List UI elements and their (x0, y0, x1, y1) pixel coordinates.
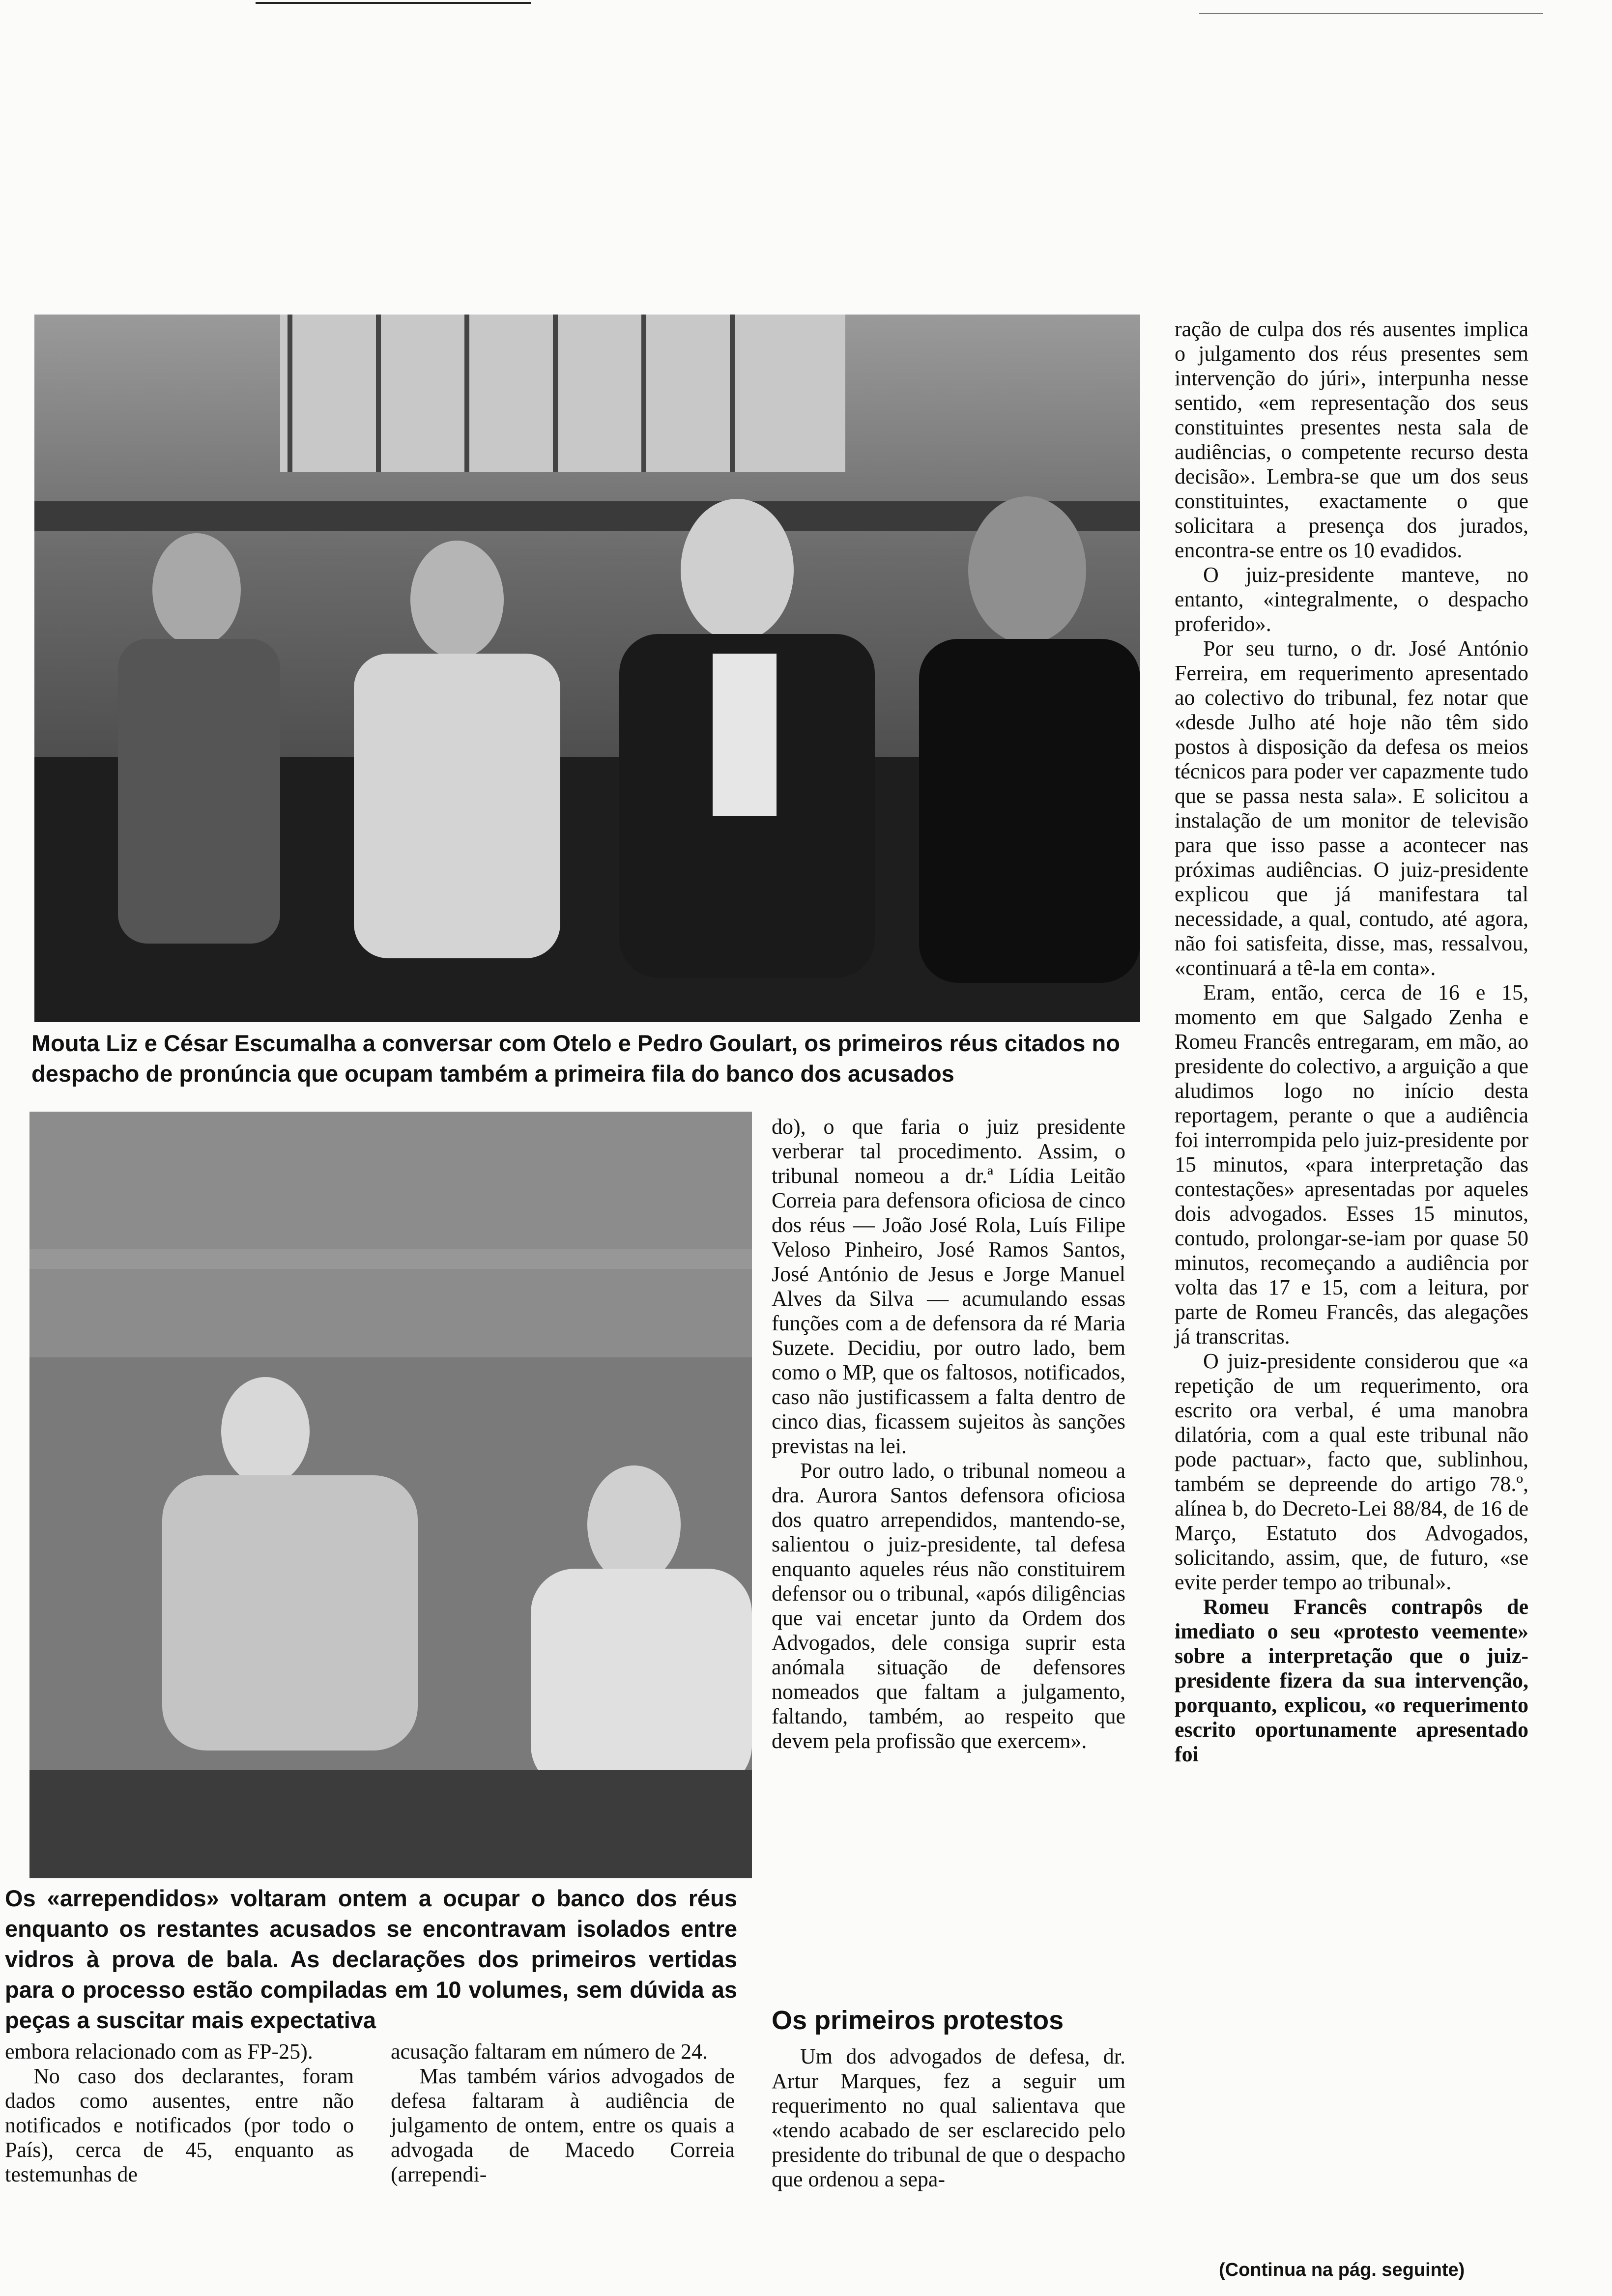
paragraph: embora relacionado com as FP-25). (5, 2039, 313, 2064)
paragraph: Eram, então, cerca de 16 e 15, momento em que Salgado Zenha e Romeu Francês entregaram, em mão, ao presidente do colectivo, a arguição a que aludimos logo no início desta reportagem, perante o que a audiência foi interrompida pelo juiz-presidente por 15 minutos, «para interpretação das contestações» apresentadas por aqueles dois advogados. Esses 15 minutos, contudo, prolongar-se-iam por quase 50 minutos, recomeçando a audiência por volta das 17 e 15, com a leitura, por parte de Romeu Francês, das alegações já transcritas. (1175, 980, 1528, 1349)
paragraph: Mas também vários advogados de defesa faltaram à audiência de julgamento de ontem, entre os quais a advogada de Macedo Correia (arrependi- (391, 2064, 735, 2186)
paragraph: Um dos advogados de defesa, dr. Artur Marques, fez a seguir um requerimento no qual salientava que «tendo acabado de ser esclarecido pelo presidente do tribunal de que o despacho que ordenou a sepa- (772, 2044, 1125, 2191)
article-col3 (772, 1115, 1125, 1753)
courtroom-photo (34, 315, 1140, 1022)
subheading: Os primeiros protestos (772, 2006, 1064, 2035)
paragraph: Romeu Francês contrapôs de imediato o seu «protesto veemente» sobre a interpretação que o juiz-presidente fizera da sua intervenção, porquanto, explicou, «o requerimento escrito oportunamente apresentado foi (1175, 1595, 1528, 1766)
article-col2 (391, 2039, 735, 2187)
arrependidos-photo (29, 1112, 752, 1878)
paragraph: Por outro lado, o tribunal nomeou a dra. Aurora Santos defensora oficiosa dos quatro arrependidos, mantendo-se, salientou o juiz-presidente, tal defesa enquanto aqueles réus não constituirem defensor ou o tribunal, «após diligências que vai encetar junto da Ordem dos Advogados, dele consiga suprir esta anómala situação de defensores nomeados que faltam a julgamento, faltando, também, ao respeito que devem pela profissão que exercem». (772, 1459, 1125, 1753)
top-rule-right (1199, 13, 1543, 14)
paragraph: Por seu turno, o dr. José António Ferreira, em requerimento apresentado ao colectivo do tribunal, fez notar que «desde Julho até hoje não têm sido postos à disposição da defesa os meios técnicos para poder ver capazmente tudo que se passa nesta sala». E solicitou a instalação de um monitor de televisão para que isso passe a acontecer nas próximas audiências. O juiz-presidente explicou que já manifestara tal necessidade, a qual, contudo, até agora, não foi satisfeita, disse, mas, ressalvou, «continuará a tê-la em conta». (1175, 636, 1528, 980)
top-rule (256, 2, 531, 4)
article-col4 (1175, 317, 1528, 1767)
paragraph: ração de culpa dos rés ausentes implica o julgamento dos réus presentes sem intervenção do júri», interpunha nesse sentido, «em representação dos seus constituintes presentes nesta sala de audiências, o competente recurso desta decisão». Lembra-se que um dos seus constituintes, exactamente o que solicitara a presença dos jurados, encontra-se entre os 10 evadidos. (1175, 317, 1528, 562)
paragraph: acusação faltaram em número de 24. (391, 2039, 708, 2064)
photo1-caption: Mouta Liz e César Escumalha a conversar com Otelo e Pedro Goulart, os primeiros réus citados no despacho de pronúncia que ocupam também a primeira fila do banco dos acusados (31, 1030, 1120, 1087)
photo2-caption: Os «arrependidos» voltaram ontem a ocupar o banco dos réus enquanto os restantes acusados se encontravam isolados entre vidros à prova de bala. As declarações dos primeiros vertidas para o processo estão compiladas em 10 volumes, sem dúvida as peças a suscitar mais expectativa (5, 1885, 737, 2033)
article-col3-bottom (772, 2044, 1125, 2192)
paragraph: O juiz-presidente considerou que «a repetição de um requerimento, ora escrito ora verbal, é uma manobra dilatória, com a qual este tribunal não pode pactuar», facto que, sublinhou, também se depreende do artigo 78.º, alínea b, do Decreto-Lei 88/84, de 16 de Março, Estatuto dos Advogados, solicitando, assim, que, de futuro, «se evite perder tempo ao tribunal». (1175, 1349, 1528, 1594)
paragraph: No caso dos declarantes, foram dados como ausentes, entre não notificados e notificados (por todo o País), cerca de 45, enquanto as testemunhas de (5, 2064, 354, 2186)
paragraph: do), o que faria o juiz presidente verberar tal procedimento. Assim, o tribunal nomeou a dr.ª Lídia Leitão Correia para defensora oficiosa de cinco dos réus — João José Rola, Luís Filipe Veloso Pinheiro, José Ramos Santos, José António de Jesus e Jorge Manuel Alves da Silva — acumulando essas funções com a de defensora da ré Maria Suzete. Decidiu, por outro lado, bem como o MP, que os faltosos, notificados, caso não justificassem a falta dentro de cinco dias, ficassem sujeitos às sanções previstas na lei. (772, 1115, 1125, 1458)
continuation-note: (Continua na pág. seguinte) (1219, 2260, 1465, 2280)
article-col1 (5, 2039, 354, 2187)
paragraph: O juiz-presidente manteve, no entanto, «integralmente, o despacho proferido». (1175, 563, 1528, 636)
